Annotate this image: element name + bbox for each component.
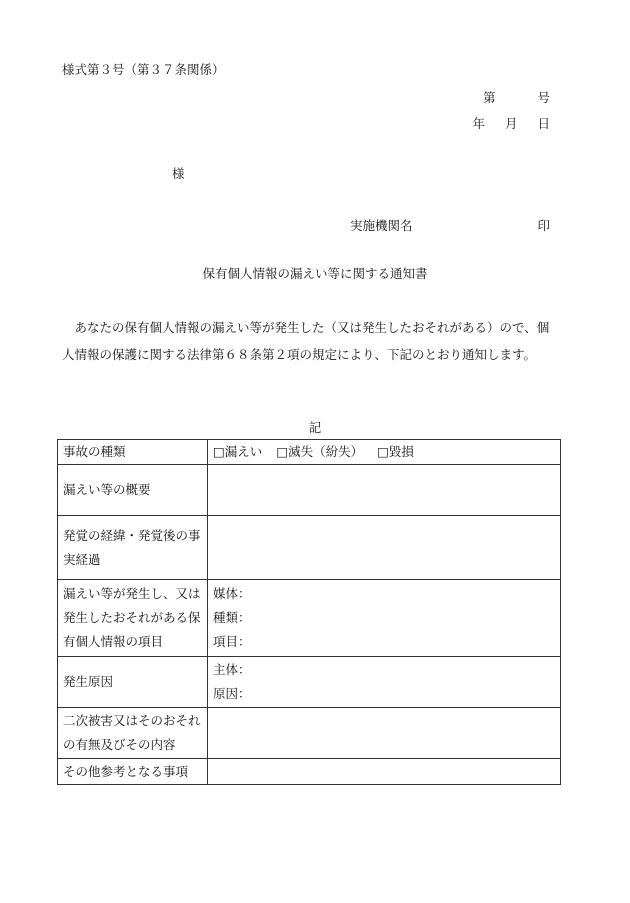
body-text: あなたの保有個人情報の漏えい等が発生した（又は発生したおそれがある）ので、個人情報の保護に関する法律第６８条第２項の規定により、下記のとおり通知します。 [62, 320, 550, 362]
issuer-label: 実施機関名 [350, 218, 413, 233]
checkbox-damage[interactable]: □毀損 [377, 444, 414, 459]
addressee-suffix: 様 [172, 166, 185, 181]
cause-field[interactable] [208, 657, 561, 708]
discovery-field[interactable] [208, 516, 561, 580]
sub-label-cause: 原因： [213, 686, 251, 701]
sub-label-item: 項目： [213, 634, 251, 649]
document-title: 保有個人情報の漏えい等に関する通知書 [202, 266, 428, 281]
row-label: 二次被害又はそのおそれの有無及びその内容 [58, 708, 208, 759]
date-day: 日 [537, 116, 550, 131]
date-month: 月 [504, 116, 518, 131]
table-row [58, 440, 561, 465]
incident-table [57, 439, 561, 785]
document-number [483, 88, 550, 106]
sub-label-subject: 主体： [213, 662, 251, 677]
row-label: 漏えい等の概要 [58, 465, 208, 516]
info-items-field[interactable] [208, 580, 561, 657]
doc-number-dai: 第 [482, 90, 496, 105]
incident-type-options [208, 440, 561, 465]
row-label: 漏えい等が発生し、又は発生したおそれがある保有個人情報の項目 [58, 580, 208, 657]
table-row [58, 657, 561, 708]
form-number: 様式第３号（第３７条関係） [62, 62, 225, 77]
row-label: その他参考となる事項 [58, 759, 208, 785]
other-notes-field[interactable] [208, 759, 561, 785]
checkbox-loss[interactable]: □滅失（紛失） [276, 444, 364, 459]
table-row [58, 465, 561, 516]
table-row [58, 516, 561, 580]
table-row [58, 708, 561, 759]
document-date [472, 114, 550, 132]
date-year: 年 [472, 116, 485, 131]
checkbox-leak[interactable]: □漏えい [213, 444, 263, 459]
summary-field[interactable] [208, 465, 561, 516]
sub-label-media: 媒体： [213, 586, 251, 601]
row-label: 発覚の経緯・発覚後の事実経過 [58, 516, 208, 580]
sub-label-kind: 種類： [213, 610, 251, 625]
seal-mark: 印 [537, 218, 550, 233]
table-row [58, 759, 561, 785]
row-label: 発生原因 [58, 657, 208, 708]
note-mark: 記 [308, 420, 322, 435]
table-row [58, 580, 561, 657]
secondary-damage-field[interactable] [208, 708, 561, 759]
doc-number-go: 号 [537, 90, 550, 105]
row-label: 事故の種類 [58, 440, 208, 465]
